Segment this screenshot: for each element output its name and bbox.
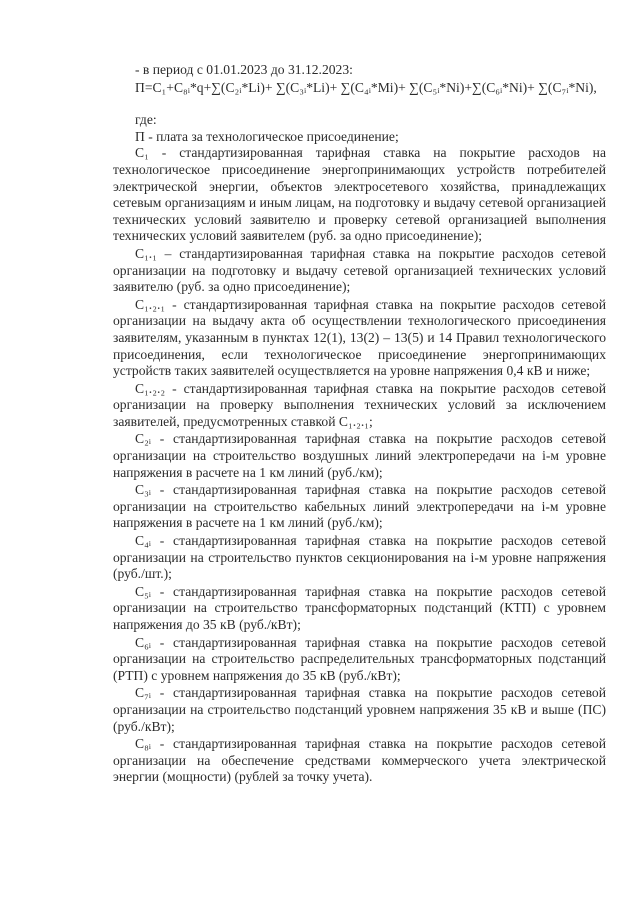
definition-c1-2-2: С₁.₂.₂ - стандартизированная тарифная ставка на покрытие расходов сетевой организации на проверку выполнения технических условий за исключением заявителей, предусмотренных ставкой С₁.₂.₁; [113,380,606,429]
definition-c1-1: С₁.₁ – стандартизированная тарифная ставка на покрытие расходов сетевой организации на подготовку и выдачу сетевой организацией технических условий заявителю (руб. за одно присоединение); [113,245,606,295]
formula: П=С₁+С₈ᵢ*q+∑(С₂ᵢ*Li)+ ∑(С₃ᵢ*Li)+ ∑(С₄ᵢ*Mi)+ ∑(С₅ᵢ*Ni)+∑(С₆ᵢ*Ni)+ ∑(С₇ᵢ*Ni), [135,79,597,95]
definition-p: П - плата за технологическое присоединение; [135,128,399,144]
definition-c1-2-1: С₁.₂.₁ - стандартизированная тарифная ставка на покрытие расходов сетевой организации на выдачу акта об осуществлении технологического присоединения заявителям, указанным в пунктах 12(1), 13(2) – 13(5) и 14 Правил технологического присоединения, если технологическое присоединение энергопринимающих устройств таких заявителей осуществляется на уровне напряжения 0,4 кВ и ниже; [113,296,606,379]
spacer [113,96,606,112]
definition-c7i: С₇ᵢ - стандартизированная тарифная ставка на покрытие расходов сетевой организации на строительство подстанций уровнем напряжения 35 кВ и выше (ПС) (руб./кВт); [113,685,606,734]
definition-c8i: С₈ᵢ - стандартизированная тарифная ставка на покрытие расходов сетевой организации на обеспечение средствами коммерческого учета электрической энергии (мощности) (рублей за точку учета). [113,736,606,785]
definition-c4i: С₄ᵢ - стандартизированная тарифная ставка на покрытие расходов сетевой организации на строительство пунктов секционирования на i-м уровне напряжения (руб./шт.); [113,533,606,582]
definition-c3i: С₃ᵢ - стандартизированная тарифная ставка на покрытие расходов сетевой организации на строительство кабельных линий электропередачи на i-м уровне напряжения в расчете на 1 км линий (руб./км); [113,482,606,531]
definition-c1: С₁ - стандартизированная тарифная ставка на покрытие расходов на технологическое присоединение энергопринимающих устройств потребителей электрической энергии, объектов электросетевого хозяйства, принадлежащих сетевым организациям и иным лицам, на подготовку и выдачу сетевой организацией технических условий заявителю и проверку сетевой организацией выполнения технических условий заявителем (руб. за одно присоединение); [113,145,606,244]
where-label: где: [135,112,157,128]
definition-c6i: С₆ᵢ - стандартизированная тарифная ставка на покрытие расходов сетевой организации на строительство распределительных трансформаторных подстанций (РТП) с уровнем напряжения до 35 кВ (руб./кВт); [113,634,606,683]
definition-c2i: С₂ᵢ - стандартизированная тарифная ставка на покрытие расходов сетевой организации на строительство воздушных линий электропередачи на i-м уровне напряжения в расчете на 1 км линий (руб./км); [113,431,606,480]
period-line: - в период с 01.01.2023 до 31.12.2023: [135,62,353,77]
definition-c5i: С₅ᵢ - стандартизированная тарифная ставка на покрытие расходов сетевой организации на строительство трансформаторных подстанций (КТП) с уровнем напряжения до 35 кВ (руб./кВт); [113,583,606,632]
